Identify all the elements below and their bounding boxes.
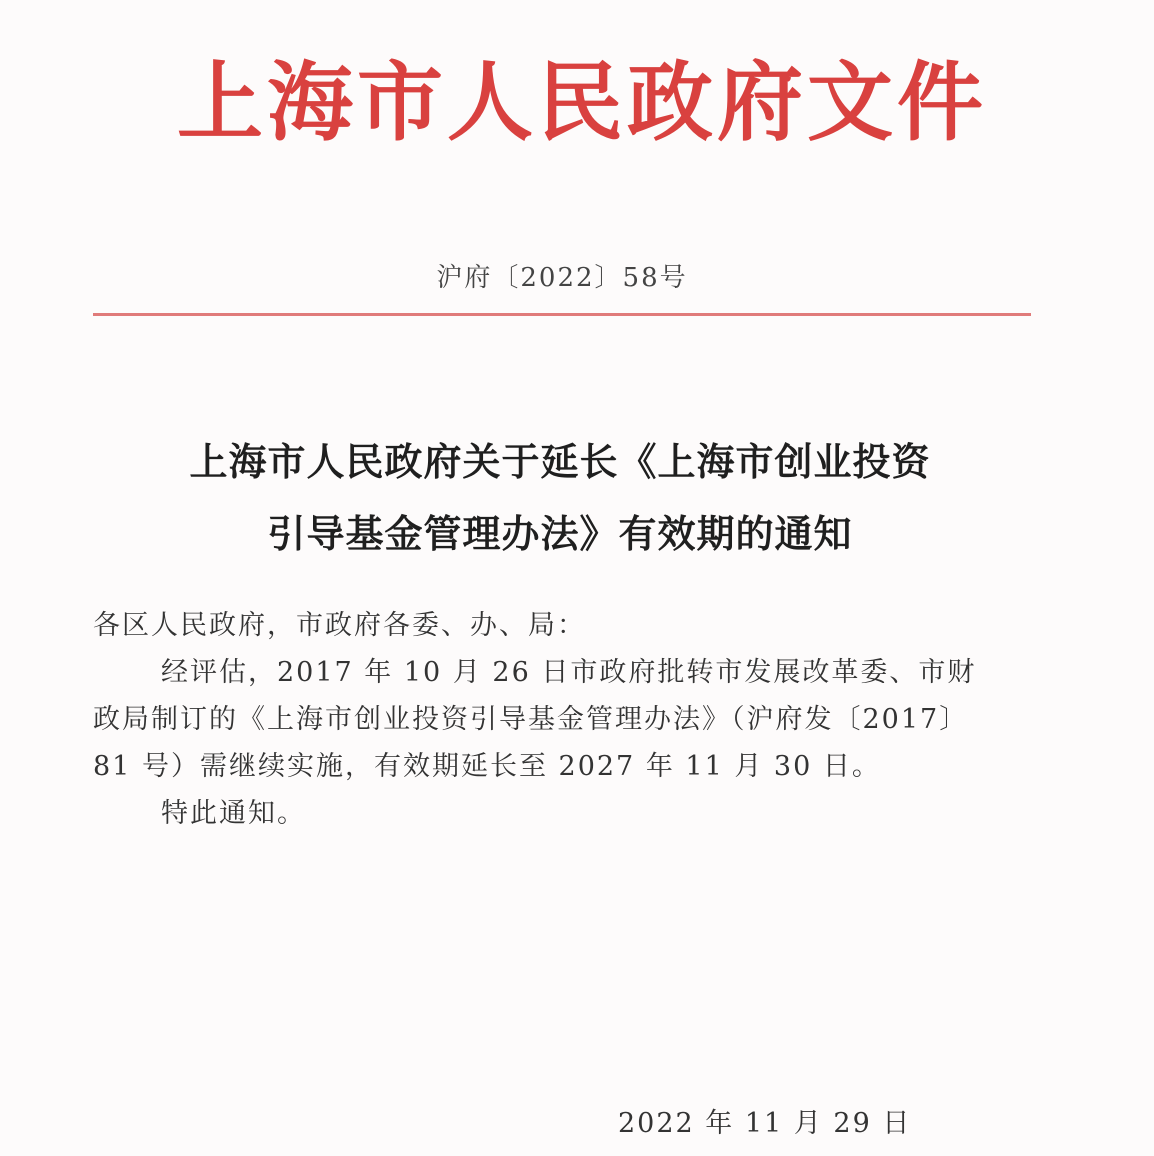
title-line-2: 引导基金管理办法》有效期的通知 — [267, 511, 853, 556]
document-title — [60, 426, 1060, 570]
document-masthead: 上海市人民政府文件 — [177, 52, 987, 153]
salutation: 各区人民政府，市政府各委、办、局： — [93, 610, 586, 641]
closing-line: 特此通知。 — [161, 798, 306, 829]
issue-date: 2022 年 11 月 29 日 — [618, 1108, 912, 1139]
body-line-1: 经评估，2017 年 10 月 26 日市政府批转市发展改革委、市财 — [161, 657, 977, 688]
body-line-2: 政局制订的《上海市创业投资引导基金管理办法》（沪府发〔2017〕 — [93, 704, 969, 735]
body-line-3: 81 号）需继续实施，有效期延长至 2027 年 11 月 30 日。 — [93, 751, 881, 782]
document-number: 沪府〔2022〕58号 — [436, 263, 688, 293]
red-divider-line — [93, 313, 1031, 316]
title-line-1: 上海市人民政府关于延长《上海市创业投资 — [189, 439, 931, 484]
document-body — [93, 602, 1038, 837]
